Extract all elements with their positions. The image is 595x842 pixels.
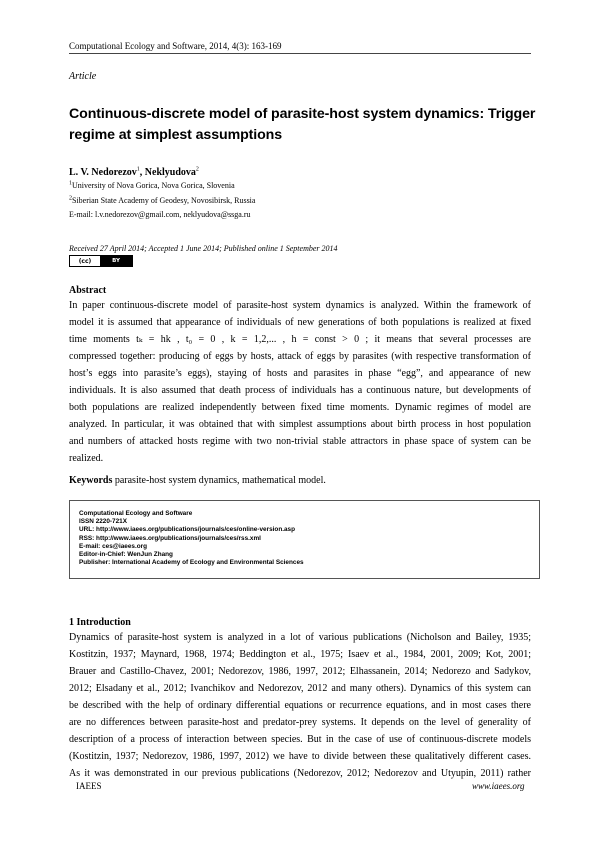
intro-line: As it was demonstrated in our previous publications (Nedorezov, 2012; Nedorezov and Utyupin, 2011) rather (69, 768, 531, 779)
author-email: E-mail: l.v.nedorezov@gmail.com, neklyudova@ssga.ru (69, 210, 251, 219)
affiliation-1 (69, 181, 235, 191)
intro-line: description of a process of interaction between species. But in the case of use of continuous-discrete models (69, 734, 531, 745)
header-divider (69, 53, 531, 54)
intro-line: (Kostitzin, 1937; Nedorezov, 1986, 1997, 2012) we have to divide between these qualitatively different cases. (69, 751, 531, 762)
intro-line: Brauer and Castillo-Chavez, 2001; Nedorezov, 1986, 1997, 2012; Elhassanein, 2014; Nedorezo and Sadykov, (69, 666, 531, 677)
keywords-label: Keywords (69, 475, 113, 486)
keywords-text: parasite-host system dynamics, mathematical model. (112, 475, 326, 486)
intro-line: be described with the help of ordinary differential equations or recurrence equations, and in most cases there (69, 700, 531, 711)
abstract-body (69, 297, 531, 467)
footer-website[interactable]: www.iaees.org (472, 781, 525, 791)
title-line-1: Continuous-discrete model of parasite-host system dynamics: Trigger (69, 106, 536, 122)
journal-header: Computational Ecology and Software, 2014, 4(3): 163-169 (69, 41, 282, 51)
abstract-line: both populations are realized independently between fixed time moments. Dynamic regimes of model are (69, 402, 531, 413)
affiliation-2 (69, 196, 255, 206)
abstract-line: individuals. It is also assumed that death process of individuals has a continuous nature, but developments of (69, 385, 531, 396)
author-list (69, 167, 199, 178)
introduction-body (69, 629, 531, 782)
affiliation-2-mark: 2 (69, 195, 72, 202)
affiliation-1-text: University of Nova Gorica, Nova Gorica, Slovenia (72, 181, 235, 190)
journal-info-box (69, 500, 540, 579)
abstract-line-math: time moments tₖ = hk , t₀ = 0 , k = 1,2,... , h = const > 0 ; it means that several processes are (69, 334, 531, 345)
paper-title (69, 104, 539, 146)
abstract-line: analyzed. In particular, it was obtained that with simplest assumptions about birth process in host population (69, 419, 531, 430)
author-2-affil-mark: 2 (195, 166, 199, 173)
info-issn: ISSN 2220-721X (79, 518, 127, 526)
info-url-link[interactable]: URL: http://www.iaees.org/publications/journals/ces/online-version.asp (79, 526, 296, 534)
abstract-line: and numbers of attacked hosts regime with two non-trivial stable attractors in phase space of system can be (69, 436, 531, 447)
info-editor: Editor-in-Chief: WenJun Zhang (79, 551, 173, 559)
author-separator: , (139, 167, 145, 178)
intro-line: Kostitzin, 1937; Maynard, 1968, 1974; Beddington et al., 1975; Isaev et al., 1984, 2001, 2009; Kot, 2001; (69, 649, 531, 660)
abstract-line: compressed together: producing of eggs by hosts, attack of eggs by parasites (with respective transformation of (69, 351, 531, 362)
affiliation-2-text: Siberian State Academy of Geodesy, Novosibirsk, Russia (72, 196, 256, 205)
cc-icon: (cc) (70, 256, 100, 266)
abstract-line: host’s eggs into parasite’s eggs), staying of hosts and parasites in phase “egg”, and appearance of new (69, 368, 531, 379)
by-icon: BY (100, 256, 132, 266)
introduction-heading: 1 Introduction (69, 617, 131, 628)
affiliation-1-mark: 1 (69, 180, 72, 187)
intro-line: are no differences between parasite-host and predator-prey systems. It depends on the level of generality of (69, 717, 531, 728)
info-rss-link[interactable]: RSS: http://www.iaees.org/publications/journals/ces/rss.xml (79, 534, 261, 542)
abstract-heading: Abstract (69, 285, 107, 296)
info-journal-name: Computational Ecology and Software (79, 510, 193, 517)
cc-by-license-badge[interactable] (69, 255, 133, 267)
author-2: Neklyudova (144, 167, 196, 178)
author-1-affil-mark: 1 (136, 166, 140, 173)
author-1: L. V. Nedorezov (69, 167, 137, 178)
title-line-2: regime at simplest assumptions (69, 127, 283, 143)
abstract-line: model it is assumed that appearance of individuals of new generations of both populations is realized at fixed (69, 317, 531, 328)
info-email-link[interactable]: E-mail: ces@iaees.org (79, 542, 148, 550)
intro-line: Dynamics of parasite-host system is analyzed in a lot of various publications (Nicholson and Bailey, 1935; (69, 632, 531, 643)
article-type: Article (69, 71, 97, 82)
intro-line: 2012; Elsadany et al., 2012; Ivanchikov and Nedorezov, 2012 and many others). Dynamics of this system can (69, 683, 531, 694)
info-publisher: Publisher: International Academy of Ecology and Environmental Sciences (79, 559, 304, 567)
footer-publisher: IAEES (76, 781, 102, 791)
publication-dates: Received 27 April 2014; Accepted 1 June 2014; Published online 1 September 2014 (69, 244, 338, 253)
keywords (69, 475, 326, 486)
abstract-line: In paper continuous-discrete model of parasite-host system dynamics is analyzed. Within the framework of (69, 300, 531, 311)
abstract-line: realized. (69, 453, 104, 464)
